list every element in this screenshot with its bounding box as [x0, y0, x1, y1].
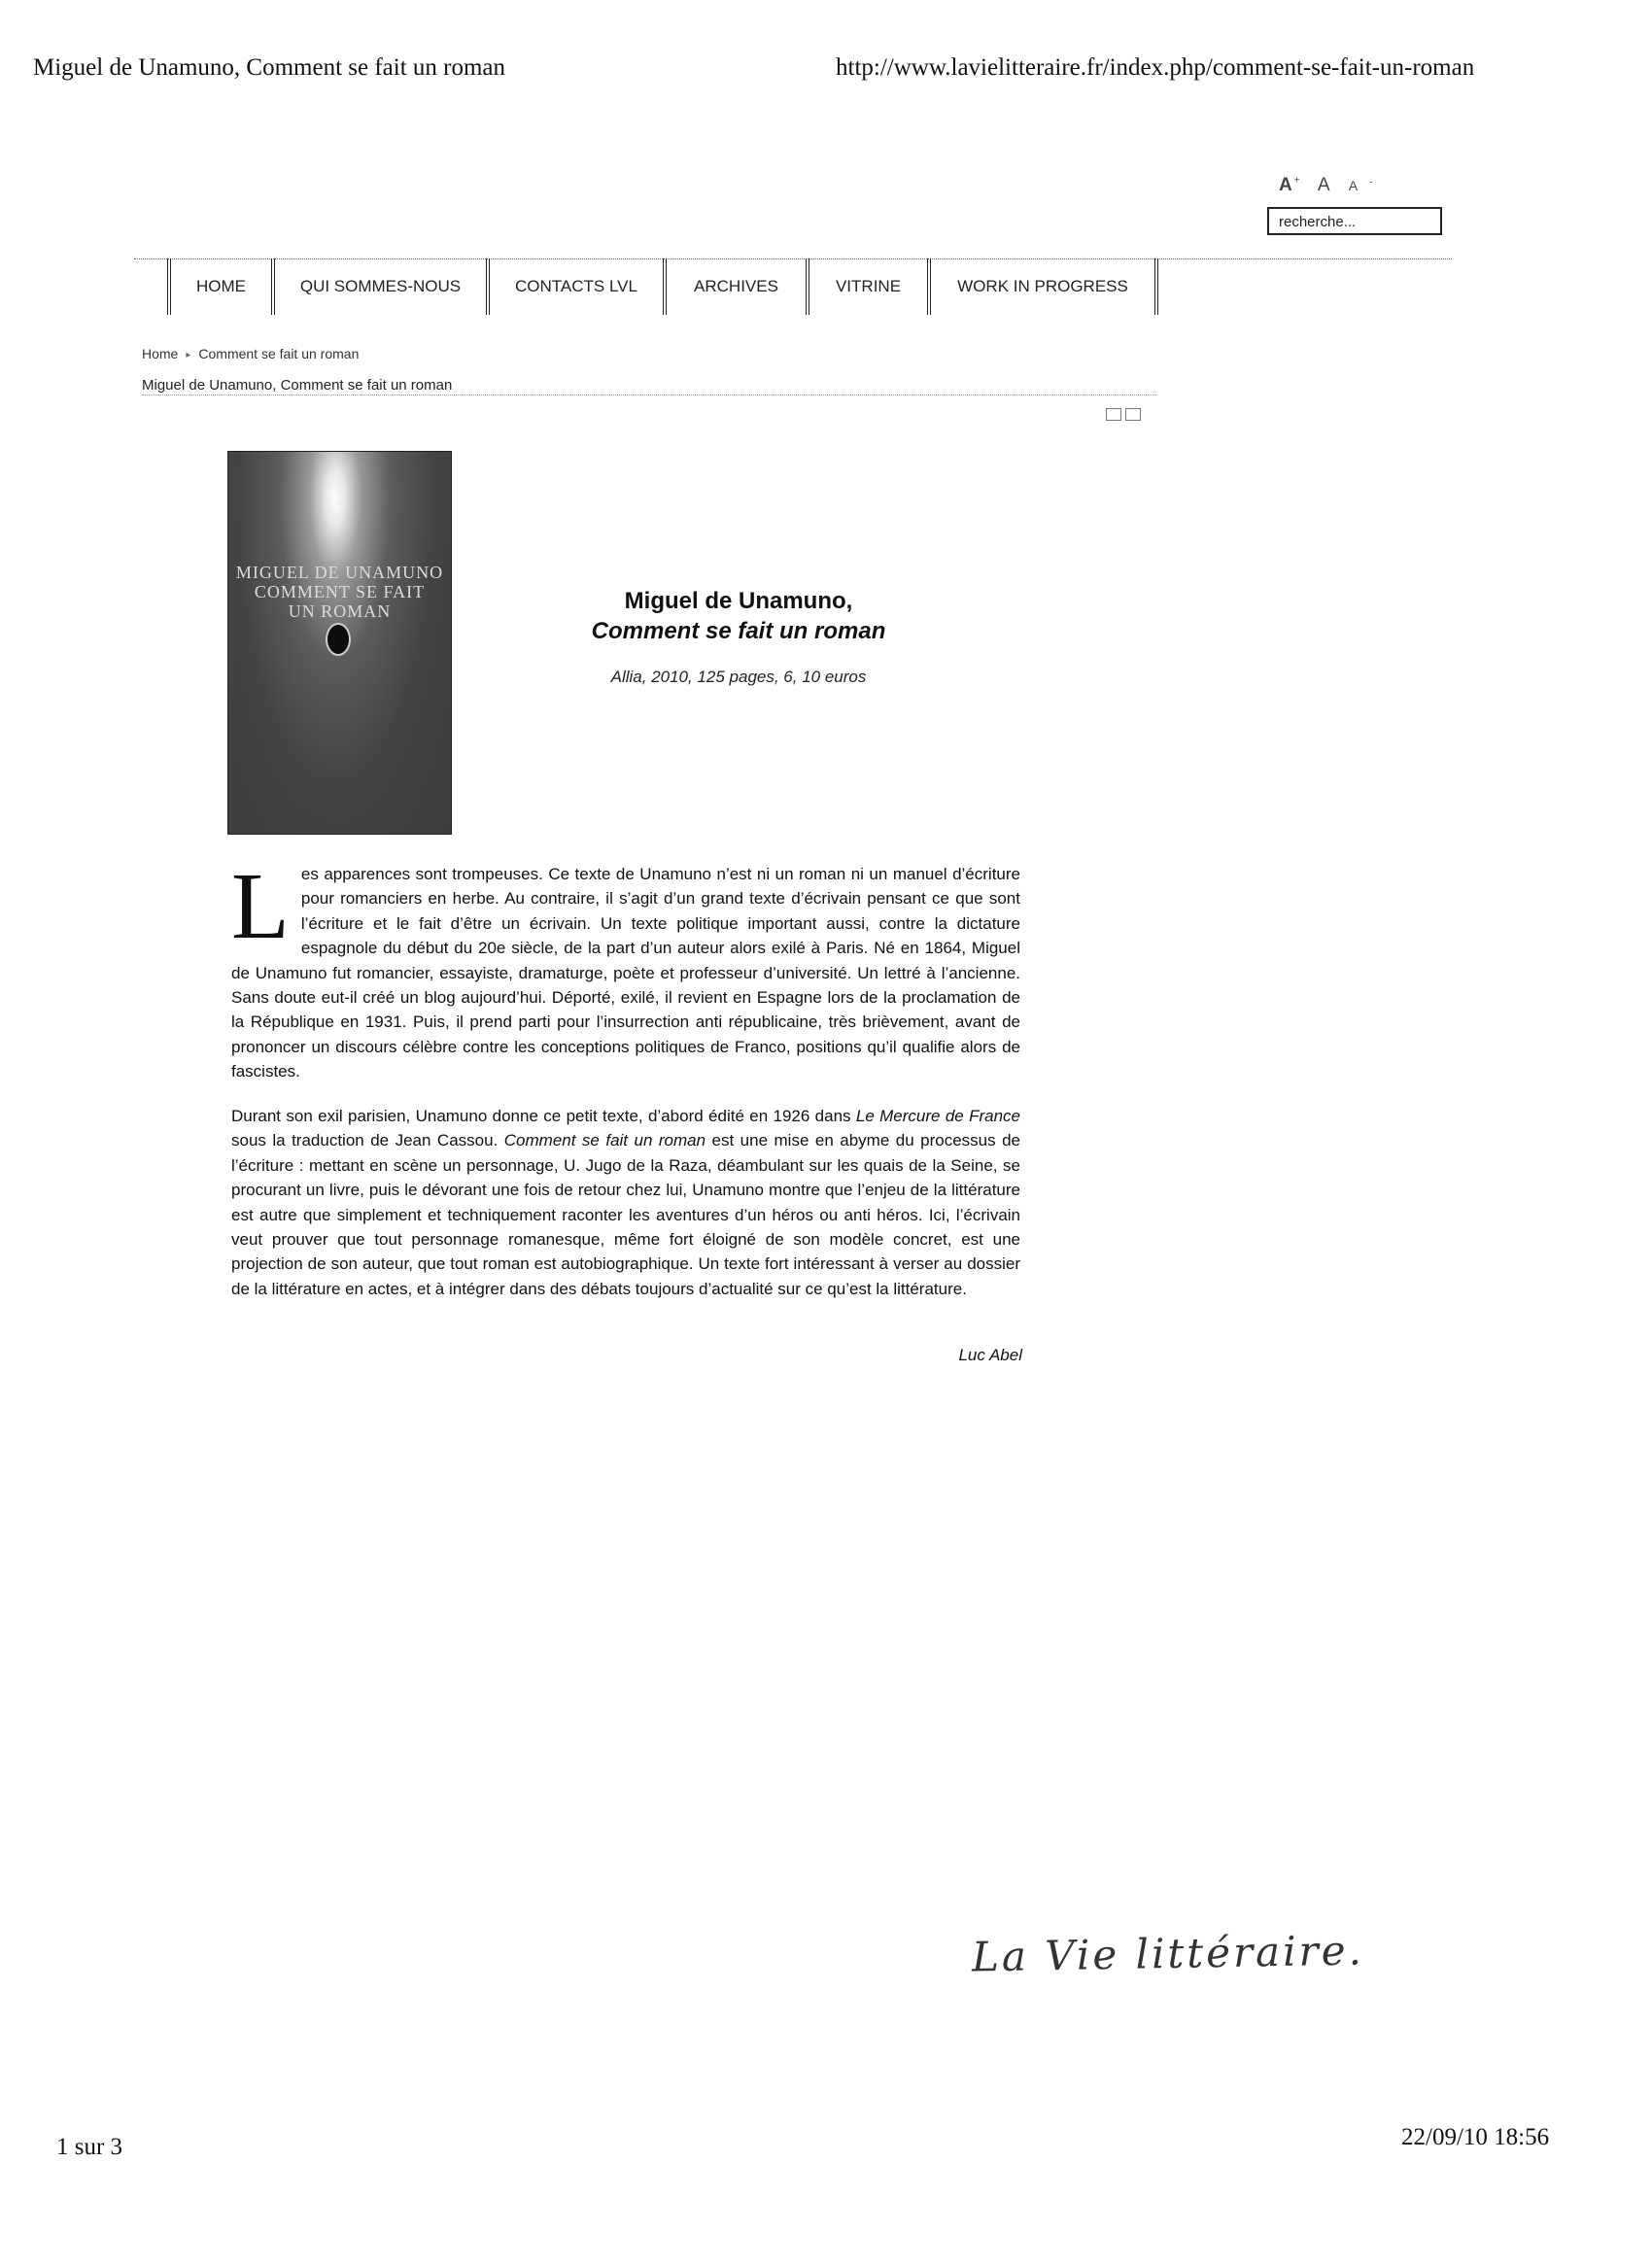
font-increase-button[interactable]: A+ [1279, 175, 1302, 195]
nav-item-contacts[interactable]: CONTACTS LVL [486, 258, 663, 315]
paragraph-2-text-c: sous la traduction de Jean Cassou. [231, 1131, 504, 1150]
utility-icons [1106, 408, 1141, 421]
nav-item-archives[interactable]: ARCHIVES [663, 258, 806, 315]
nav-item-vitrine[interactable]: VITRINE [806, 258, 927, 315]
nav-item-work-in-progress[interactable]: WORK IN PROGRESS [927, 258, 1154, 315]
handwritten-note: La Vie littéraire. [971, 1926, 1365, 1981]
cover-author: MIGUEL DE UNAMUNO [235, 563, 444, 582]
drop-cap: L [231, 854, 290, 959]
print-footer-datetime: 22/09/10 18:56 [1401, 2124, 1550, 2150]
publisher-logo-icon [326, 623, 351, 656]
nav-item-home[interactable]: HOME [167, 258, 271, 315]
breadcrumb [142, 346, 359, 361]
book-author: Miguel de Unamuno, [624, 588, 853, 614]
paragraph-1-text: es apparences sont trompeuses. Ce texte de Unamuno n’est ni un roman ni un manuel d’écriture pour romanciers en herbe. Au contraire, il s’agit d’un grand texte d’écrivain pensant ce que sont l’écriture et le fait d’être un écrivain. Un texte politique important aussi, contre la dictature espagnole du début du 20e siècle, de la part d’un auteur alors exilé à Paris. Né en 1864, Miguel de Unamuno fut romancier, essayiste, dramaturge, poète et professeur d’université. Un lettré à l’ancienne. Sans doute eut-il créé un blog aujourd’hui. Déporté, exilé, il revient en Espagne lors de la proclamation de la République en 1931. Puis, il prend parti pour l’insurrection anti républicaine, très brièvement, avant de prononcer un discours célèbre contre les conceptions politiques de Franco, positions qu’il qualifie alors de fascistes. [231, 865, 1020, 1081]
cover-title-line2: UN ROMAN [288, 601, 392, 621]
article-author: Luc Abel [958, 1346, 1022, 1364]
printer-icon[interactable] [1106, 408, 1121, 421]
print-header-url[interactable]: http://www.lavielitteraire.fr/index.php/comment-se-fait-un-roman [836, 54, 1475, 81]
paragraph-2-title: Comment se fait un roman [503, 1131, 706, 1150]
main-nav [167, 258, 1158, 315]
paragraph-2-text-e: est une mise en abyme du processus de l’écriture : mettant en scène un personnage, U. Jugo de la Raza, déambulant sur les quais de la Seine, se procurant un livre, puis le dévorant une fois de retour chez lui, Unamuno montre que l’enjeu de la littérature est autre que simplement et techniquement raconter les aventures d’un héros ou anti héros. Ici, l’écrivain veut prouver que tout personnage romanesque, même fort éloigné de son modèle concret, est une projection de son auteur, que tout roman est autobiographique. Un texte fort intéressant à verser au dossier de la littérature en actes, et à intégrer dans des débats toujours d’actualité sur ce qu’est la littérature. [231, 1131, 1020, 1298]
book-title: Comment se fait un roman [591, 618, 886, 644]
breadcrumb-arrow-icon: ▸ [186, 350, 191, 360]
breadcrumb-current: Comment se fait un roman [198, 346, 360, 361]
article-paragraph-1 [231, 854, 1020, 1084]
font-decrease-button[interactable]: A - [1348, 177, 1375, 193]
paragraph-2-text-a: Durant son exil parisien, Unamuno donne ce petit texte, d’abord édité en 1926 dans [231, 1107, 856, 1125]
font-size-tools [1279, 175, 1384, 196]
breadcrumb-home-link[interactable]: Home [142, 346, 179, 361]
print-header-title: Miguel de Unamuno, Comment se fait un roman [33, 54, 506, 81]
email-icon[interactable] [1125, 408, 1141, 421]
search-input[interactable]: recherche... [1267, 207, 1442, 235]
nav-end-divider [1154, 258, 1158, 315]
cover-title-line1: COMMENT SE FAIT [254, 582, 426, 601]
paragraph-2-mercure: Le Mercure de France [855, 1107, 1021, 1125]
page-title: Miguel de Unamuno, Comment se fait un roman [142, 377, 453, 394]
book-publication-info: Allia, 2010, 125 pages, 6, 10 euros [610, 668, 867, 686]
print-footer-page: 1 sur 3 [56, 2134, 123, 2160]
book-cover-image [227, 451, 452, 835]
font-reset-button[interactable]: A [1317, 175, 1332, 195]
article-paragraph-2 [231, 1104, 1020, 1301]
nav-item-qui-sommes-nous[interactable]: QUI SOMMES-NOUS [271, 258, 486, 315]
